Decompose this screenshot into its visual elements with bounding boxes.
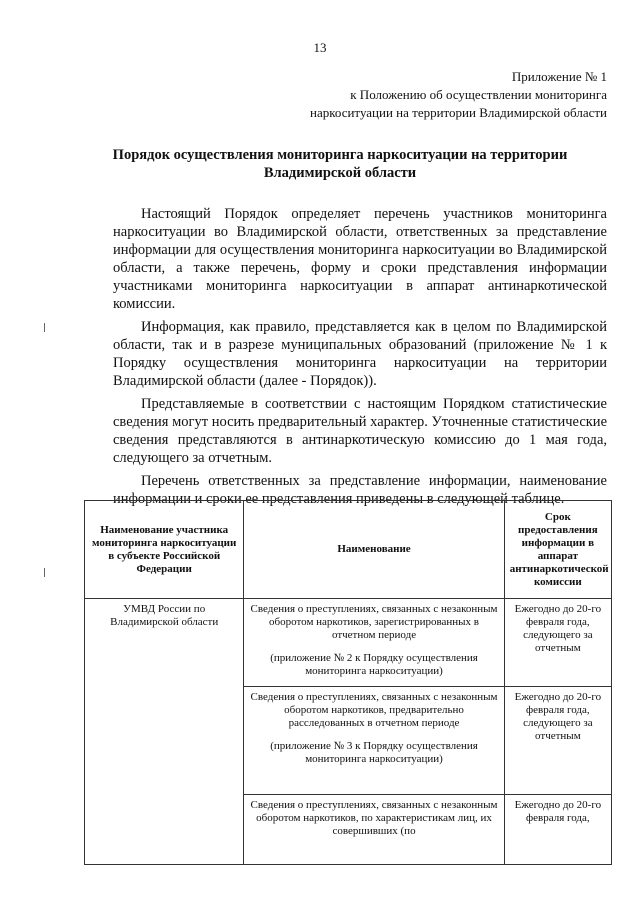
deadline-cell: Ежегодно до 20-го февраля года, (504, 795, 611, 865)
info-name: Сведения о преступлениях, связанных с незаконным оборотом наркотиков, по характеристикам лиц, их совершивших (по (250, 799, 498, 837)
info-name-cell (244, 599, 504, 687)
info-reference: (приложение № 3 к Порядку осуществления мониторинга наркоситуации) (270, 740, 478, 765)
body-text (113, 205, 607, 513)
paragraph: Перечень ответственных за представление информации, наименование информации и сроки ее представления приведены в следующей таблице. (113, 473, 607, 507)
title-line: Порядок осуществления мониторинга наркоситуации на территории (112, 147, 568, 163)
info-name: Сведения о преступлениях, связанных с незаконным оборотом наркотиков, зарегистрированных в отчетном периоде (250, 603, 498, 641)
info-name-cell (244, 687, 504, 795)
table-row (85, 599, 612, 687)
page-number: 13 (313, 40, 327, 55)
column-header-participant: Наименование участника мониторинга наркоситуации в субъекте Российской Федерации (85, 501, 244, 599)
column-header-deadline: Срок предоставления информации в аппарат антинаркотической комиссии (504, 501, 611, 599)
table-header-row (85, 501, 612, 599)
margin-mark (44, 568, 45, 577)
appendix-line: наркоситуации на территории Владимирской области (310, 105, 607, 120)
paragraph: Информация, как правило, представляется как в целом по Владимирской области, так и в разрезе муниципальных образований (приложение № 1 к Порядку осуществления мониторинга наркоситуации на территории Владимирской области (далее - Порядок)). (113, 319, 607, 389)
deadline-cell: Ежегодно до 20-го февраля года, следующего за отчетным (504, 599, 611, 687)
document-title (60, 146, 620, 182)
title-line: Владимирской области (263, 165, 417, 181)
monitoring-table (84, 500, 612, 865)
deadline-cell: Ежегодно до 20-го февраля года, следующего за отчетным (504, 687, 611, 795)
paragraph: Представляемые в соответствии с настоящим Порядком статистические сведения могут носить предварительный характер. Уточненные статистические сведения представляются в антинаркотическую комиссию до 1 мая года, следующего за отчетным. (113, 396, 607, 466)
paragraph: Настоящий Порядок определяет перечень участников мониторинга наркоситуации во Владимирской области, ответственных за представление информации для осуществления мониторинга наркоситуации во Владимирской области, а также перечень, форму и сроки представления информации участниками мониторинга наркоситуации в аппарат антинаркотической комиссии. (113, 206, 607, 312)
appendix-line: Приложение № 1 (511, 69, 607, 84)
info-reference: (приложение № 2 к Порядку осуществления мониторинга наркоситуации) (270, 652, 478, 677)
margin-mark (44, 323, 45, 332)
participant-cell: УМВД России по Владимирской области (85, 599, 244, 865)
appendix-line: к Положению об осуществлении мониторинга (350, 87, 607, 102)
appendix-header (310, 68, 607, 122)
info-name-cell (244, 795, 504, 865)
column-header-name: Наименование (244, 501, 504, 599)
info-name: Сведения о преступлениях, связанных с незаконным оборотом наркотиков, предварительно расследованных в отчетном периоде (250, 691, 498, 729)
